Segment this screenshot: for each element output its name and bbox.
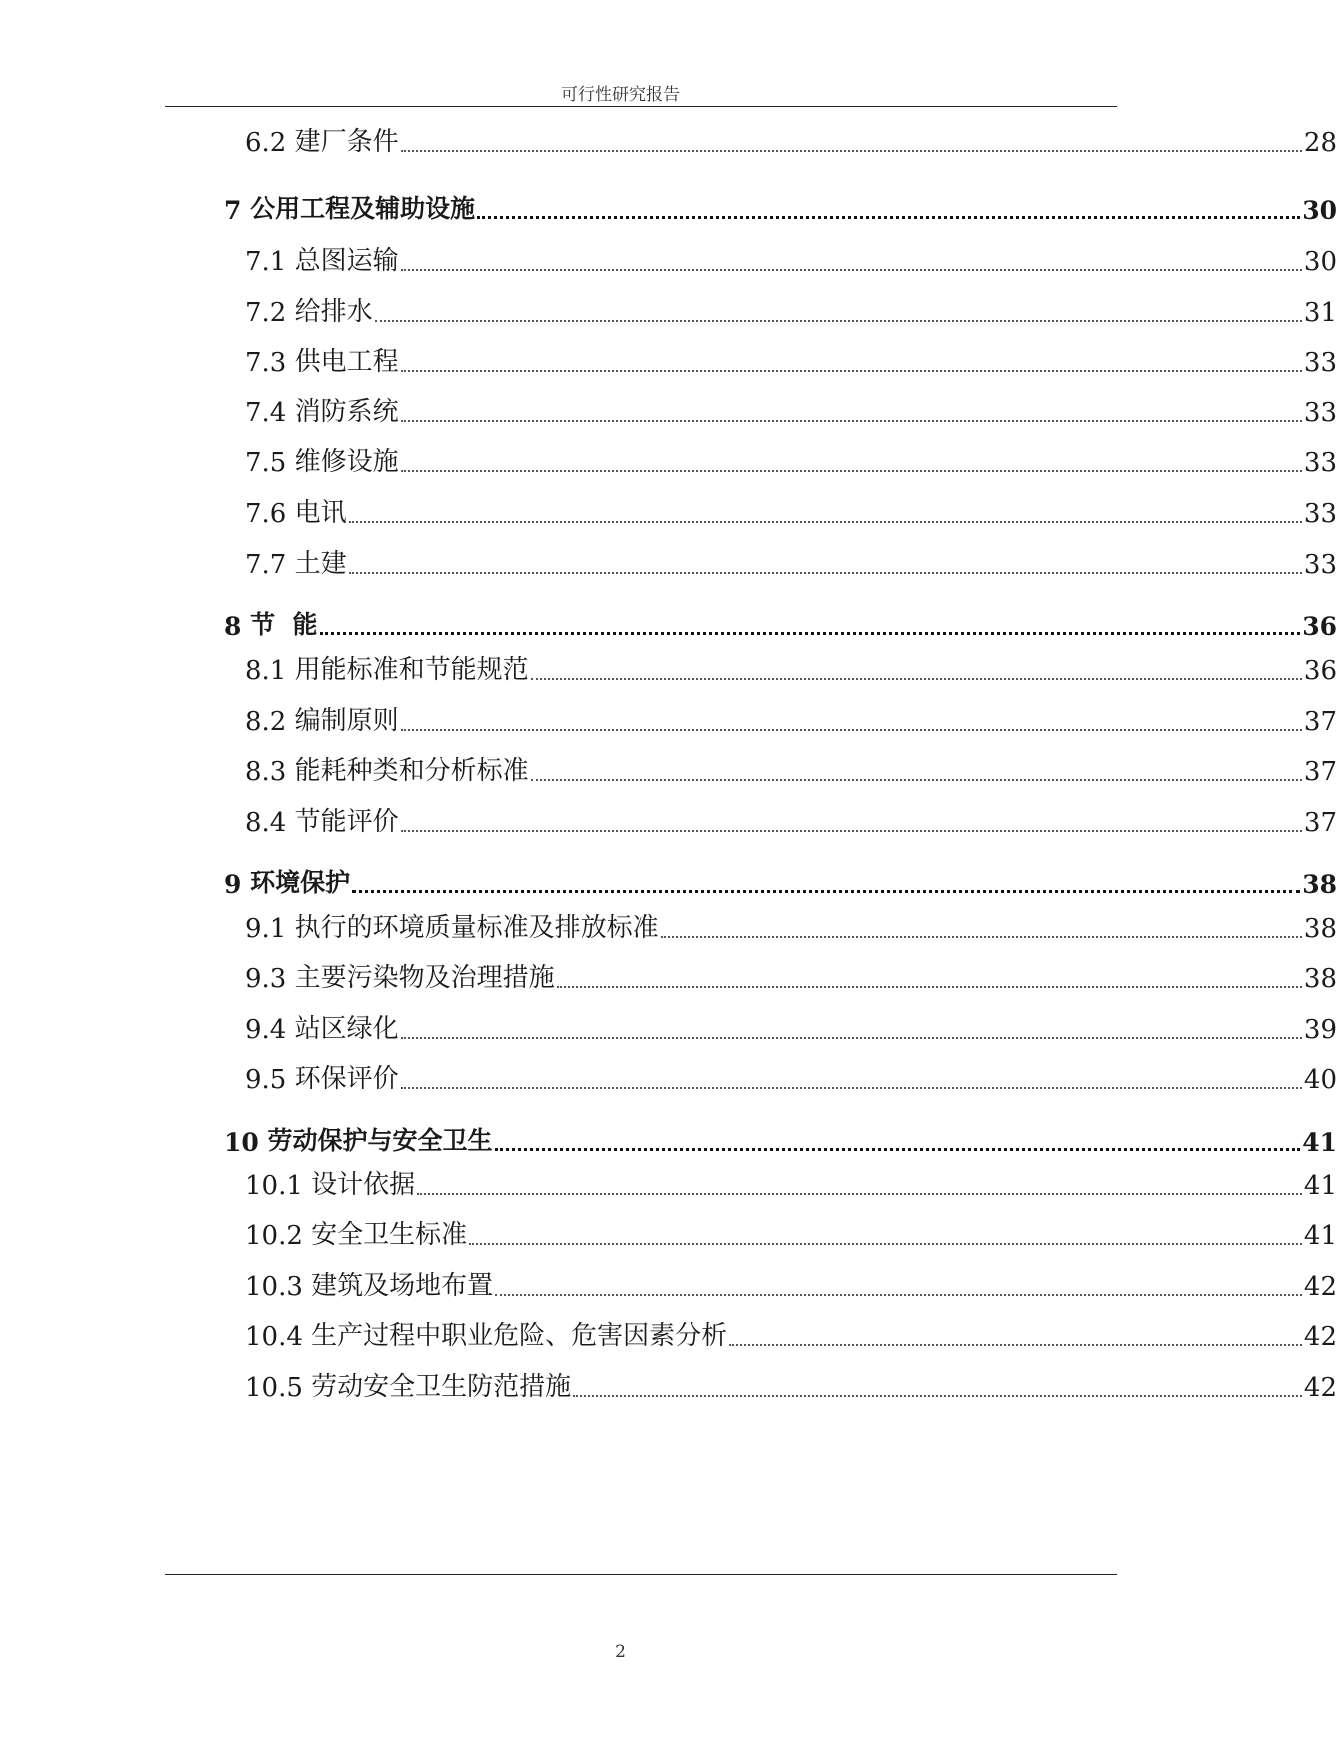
toc-gap bbox=[286, 550, 294, 580]
toc-gap bbox=[241, 870, 250, 899]
toc-entry-page: 40 bbox=[1303, 1065, 1337, 1095]
toc-dot-leader bbox=[531, 666, 1302, 680]
toc-entry-title: 土建 bbox=[294, 549, 347, 579]
toc-dot-leader bbox=[401, 717, 1302, 731]
toc-gap bbox=[303, 1171, 311, 1201]
toc-entry-number: 9.5 bbox=[245, 1065, 287, 1095]
toc-entry-number: 10.2 bbox=[245, 1221, 303, 1251]
header-rule bbox=[165, 106, 1117, 107]
toc-section-entry[interactable] bbox=[0, 388, 1337, 428]
toc-section-entry[interactable] bbox=[0, 338, 1337, 378]
toc-section-entry[interactable] bbox=[0, 798, 1337, 838]
toc-section-entry[interactable] bbox=[0, 904, 1337, 944]
toc-entry-title: 建厂条件 bbox=[294, 127, 399, 157]
toc-chapter-entry[interactable] bbox=[0, 601, 1337, 641]
toc-entry-number: 7.7 bbox=[245, 550, 287, 580]
toc-entry-number: 7.3 bbox=[245, 348, 287, 378]
toc-entry-page: 42 bbox=[1303, 1322, 1337, 1352]
toc-entry-title: 消防系统 bbox=[294, 397, 399, 427]
toc-entry-title: 执行的环境质量标准及排放标准 bbox=[294, 913, 659, 943]
toc-gap bbox=[241, 612, 250, 641]
toc-entry-title: 劳动保护与安全卫生 bbox=[267, 1126, 493, 1155]
toc-section-entry[interactable] bbox=[0, 646, 1337, 686]
toc-dot-leader bbox=[401, 818, 1302, 832]
toc-gap bbox=[286, 398, 294, 428]
toc-chapter-entry[interactable] bbox=[0, 1117, 1337, 1157]
toc-entry-page: 42 bbox=[1303, 1373, 1337, 1403]
toc-entry-title: 能耗种类和分析标准 bbox=[294, 756, 529, 786]
toc-section-entry[interactable] bbox=[0, 489, 1337, 529]
toc-dot-leader bbox=[320, 620, 1301, 635]
toc-entry-title: 设计依据 bbox=[311, 1170, 416, 1200]
toc-entry-title: 生产过程中职业危险、危害因素分析 bbox=[311, 1321, 728, 1351]
toc-entry-number: 7.6 bbox=[245, 499, 287, 529]
toc-gap bbox=[286, 656, 294, 686]
toc-entry-title: 电讯 bbox=[294, 498, 347, 528]
toc-gap bbox=[286, 707, 294, 737]
toc-chapter-entry[interactable] bbox=[0, 859, 1337, 899]
toc-section-entry[interactable] bbox=[0, 697, 1337, 737]
toc-dot-leader bbox=[401, 358, 1302, 372]
toc-entry-title: 站区绿化 bbox=[294, 1014, 399, 1044]
toc-entry-page: 38 bbox=[1303, 964, 1337, 994]
toc-entry-title: 公用工程及辅助设施 bbox=[250, 194, 476, 223]
toc-entry-page: 31 bbox=[1303, 298, 1337, 328]
toc-entry-page: 37 bbox=[1303, 707, 1337, 737]
toc-entry-page: 33 bbox=[1303, 550, 1337, 580]
toc-entry-title: 节能评价 bbox=[294, 807, 399, 837]
toc-entry-page: 33 bbox=[1303, 448, 1337, 478]
toc-section-entry[interactable] bbox=[0, 1262, 1337, 1302]
toc-entry-page: 36 bbox=[1303, 656, 1337, 686]
toc-section-entry[interactable] bbox=[0, 747, 1337, 787]
toc-entry-page: 30 bbox=[1303, 247, 1337, 277]
toc-entry-page: 33 bbox=[1303, 348, 1337, 378]
toc-entry-title: 维修设施 bbox=[294, 447, 399, 477]
toc-section-entry[interactable] bbox=[0, 1211, 1337, 1251]
toc-entry-number: 9.3 bbox=[245, 964, 287, 994]
toc-section-entry[interactable] bbox=[0, 118, 1337, 158]
toc-gap bbox=[286, 348, 294, 378]
toc-dot-leader bbox=[401, 1075, 1302, 1089]
toc-gap bbox=[286, 914, 294, 944]
toc-section-entry[interactable] bbox=[0, 1055, 1337, 1095]
toc-entry-number: 7.1 bbox=[245, 247, 287, 277]
toc-entry-number: 8.3 bbox=[245, 757, 287, 787]
toc-entry-page: 39 bbox=[1303, 1015, 1337, 1045]
toc-gap bbox=[286, 128, 294, 158]
toc-entry-number: 8.4 bbox=[245, 808, 287, 838]
toc-section-entry[interactable] bbox=[0, 1161, 1337, 1201]
toc-entry-number: 7.2 bbox=[245, 298, 287, 328]
toc-entry-title: 安全卫生标准 bbox=[311, 1220, 468, 1250]
toc-entry-page: 37 bbox=[1303, 757, 1337, 787]
toc-gap bbox=[286, 1015, 294, 1045]
toc-entry-number: 6.2 bbox=[245, 128, 287, 158]
toc-entry-page: 41 bbox=[1303, 1171, 1337, 1201]
toc-entry-title: 环境保护 bbox=[250, 868, 351, 897]
toc-entry-title: 给排水 bbox=[294, 297, 373, 327]
toc-section-entry[interactable] bbox=[0, 1005, 1337, 1045]
toc-entry-number: 7 bbox=[224, 196, 242, 225]
toc-entry-page: 41 bbox=[1302, 1128, 1337, 1157]
toc-dot-leader bbox=[573, 1383, 1302, 1397]
toc-entry-number: 9 bbox=[224, 870, 242, 899]
toc-entry-page: 28 bbox=[1303, 128, 1337, 158]
toc-entry-title: 总图运输 bbox=[294, 246, 399, 276]
toc-gap bbox=[259, 1128, 268, 1157]
toc-section-entry[interactable] bbox=[0, 1363, 1337, 1403]
toc-gap bbox=[286, 298, 294, 328]
toc-gap bbox=[303, 1221, 311, 1251]
toc-gap bbox=[286, 757, 294, 787]
toc-dot-leader bbox=[495, 1282, 1302, 1296]
toc-entry-number: 10.1 bbox=[245, 1171, 303, 1201]
toc-entry-title: 节 能 bbox=[250, 610, 318, 639]
toc-dot-leader bbox=[401, 138, 1302, 152]
toc-entry-title: 劳动安全卫生防范措施 bbox=[311, 1372, 572, 1402]
toc-entry-title: 用能标准和节能规范 bbox=[294, 655, 529, 685]
toc-entry-page: 42 bbox=[1303, 1272, 1337, 1302]
toc-entry-page: 36 bbox=[1302, 612, 1337, 641]
toc-entry-page: 41 bbox=[1303, 1221, 1337, 1251]
toc-dot-leader bbox=[469, 1231, 1302, 1245]
toc-dot-leader bbox=[417, 1181, 1302, 1195]
toc-entry-number: 7.4 bbox=[245, 398, 287, 428]
toc-gap bbox=[286, 499, 294, 529]
toc-dot-leader bbox=[557, 974, 1302, 988]
page-number: 2 bbox=[615, 1642, 626, 1662]
toc-dot-leader bbox=[531, 767, 1302, 781]
toc-dot-leader bbox=[401, 1025, 1302, 1039]
toc-gap bbox=[303, 1322, 311, 1352]
toc-entry-number: 9.4 bbox=[245, 1015, 287, 1045]
toc-section-entry[interactable] bbox=[0, 954, 1337, 994]
toc-entry-page: 37 bbox=[1303, 808, 1337, 838]
toc-dot-leader bbox=[401, 257, 1302, 271]
toc-dot-leader bbox=[729, 1332, 1302, 1346]
toc-entry-title: 编制原则 bbox=[294, 706, 399, 736]
toc-entry-title: 供电工程 bbox=[294, 347, 399, 377]
toc-dot-leader bbox=[352, 878, 1300, 893]
toc-entry-number: 10.3 bbox=[245, 1272, 303, 1302]
toc-dot-leader bbox=[401, 408, 1302, 422]
toc-dot-leader bbox=[477, 204, 1300, 219]
toc-entry-number: 8.1 bbox=[245, 656, 287, 686]
toc-entry-number: 7.5 bbox=[245, 448, 287, 478]
toc-section-entry[interactable] bbox=[0, 540, 1337, 580]
toc-dot-leader bbox=[495, 1136, 1301, 1151]
toc-dot-leader bbox=[401, 458, 1302, 472]
toc-entry-title: 环保评价 bbox=[294, 1064, 399, 1094]
toc-entry-page: 33 bbox=[1303, 398, 1337, 428]
toc-entry-title: 建筑及场地布置 bbox=[311, 1271, 494, 1301]
toc-chapter-entry[interactable] bbox=[0, 185, 1337, 225]
toc-gap bbox=[286, 247, 294, 277]
toc-gap bbox=[286, 964, 294, 994]
toc-section-entry[interactable] bbox=[0, 1312, 1337, 1352]
running-header: 可行性研究报告 bbox=[561, 85, 680, 105]
toc-dot-leader bbox=[349, 509, 1302, 523]
toc-dot-leader bbox=[349, 560, 1302, 574]
toc-entry-number: 8 bbox=[224, 612, 242, 641]
toc-section-entry[interactable] bbox=[0, 237, 1337, 277]
toc-entry-title: 主要污染物及治理措施 bbox=[294, 963, 555, 993]
toc-entry-page: 33 bbox=[1303, 499, 1337, 529]
toc-entry-number: 8.2 bbox=[245, 707, 287, 737]
toc-entry-number: 10.5 bbox=[245, 1373, 303, 1403]
toc-gap bbox=[286, 448, 294, 478]
toc-section-entry[interactable] bbox=[0, 288, 1337, 328]
toc-gap bbox=[286, 1065, 294, 1095]
toc-entry-page: 38 bbox=[1303, 914, 1337, 944]
toc-gap bbox=[303, 1373, 311, 1403]
toc-dot-leader bbox=[661, 924, 1302, 938]
toc-entry-page: 30 bbox=[1302, 196, 1337, 225]
toc-entry-number: 10 bbox=[224, 1128, 259, 1157]
toc-entry-number: 10.4 bbox=[245, 1322, 303, 1352]
toc-gap bbox=[286, 808, 294, 838]
toc-entry-number: 9.1 bbox=[245, 914, 287, 944]
toc-gap bbox=[303, 1272, 311, 1302]
footer-rule bbox=[165, 1574, 1117, 1575]
toc-gap bbox=[241, 196, 250, 225]
toc-entry-page: 38 bbox=[1302, 870, 1337, 899]
toc-section-entry[interactable] bbox=[0, 438, 1337, 478]
toc-dot-leader bbox=[375, 308, 1302, 322]
